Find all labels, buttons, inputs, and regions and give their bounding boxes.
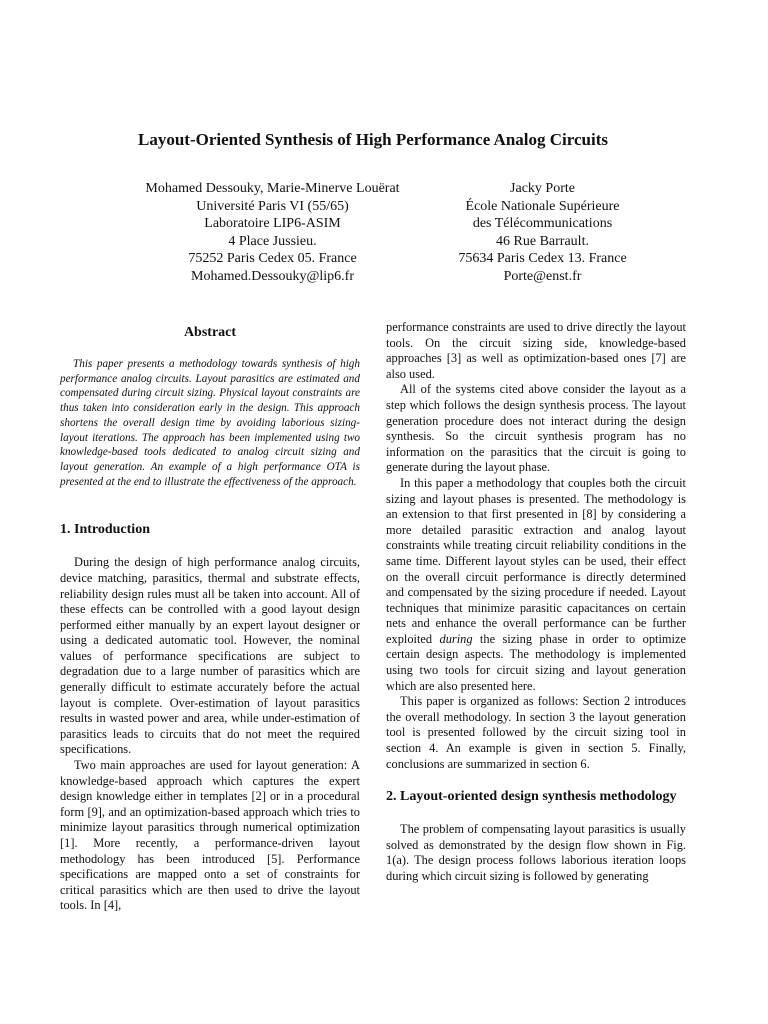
author-city: 75252 Paris Cedex 05. France [188, 251, 357, 267]
author-university: Université Paris VI (55/65) [196, 198, 349, 214]
intro-paragraph-3: All of the systems cited above consider the layout as a step which follows the design synthesis process. The layout generation procedure does not interact during the design synthesis. So the circuit synthesis program has no information on the parasitics that the circuit is going to generate during the layout phase. [386, 382, 686, 475]
section-heading-methodology: 2. Layout-oriented design synthesis methodology [386, 789, 677, 805]
author-school-line2: des Télécommunications [472, 216, 613, 232]
section-heading-introduction: 1. Introduction [60, 522, 150, 538]
author-names: Mohamed Dessouky, Marie-Minerve Louërat [145, 181, 400, 196]
intro-paragraph-2: Two main approaches are used for layout generation: A knowledge-based approach which captures the expert design knowledge either in templates [2] or in a procedural form [9], and an optimization-based approach which tries to minimize layout parasitics through numerical optimization [1]. More recently, a performance-driven layout methodology has been introduced [5]. Performance specifications are mapped onto a set of constraints for critical parasitics which are then used to drive the layout tools. In [4], [60, 758, 360, 913]
author-email: Porte@enst.fr [503, 268, 582, 284]
author-street: 46 Rue Barrault. [496, 233, 589, 249]
paper-title: Layout-Oriented Synthesis of High Performance Analog Circuits [138, 130, 608, 149]
author-lab: Laboratoire LIP6-ASIM [204, 216, 341, 232]
author-school: École Nationale Supérieure [465, 198, 620, 214]
intro-paragraph-2-continued: performance constraints are used to drive directly the layout tools. On the circuit sizing side, knowledge-based approaches [3] as well as optimization-based ones [7] are also used. [386, 320, 686, 381]
abstract-heading: Abstract [183, 325, 237, 340]
author-block-left [100, 180, 445, 286]
emphasis-during: during [439, 631, 473, 646]
intro-paragraph-5: This paper is organized as follows: Section 2 introduces the overall methodology. In section 3 the layout generation tool is presented followed by the circuit sizing tool in section 4. An example is given in section 5. Finally, conclusions are summarized in section 6. [386, 694, 686, 771]
right-column [386, 320, 686, 885]
abstract-text: This paper presents a methodology towards synthesis of high performance analog circuits. Layout parasitics are estimated and compensated during circuit sizing. Physical layout constraints are thus taken into consideration early in the design. This approach shortens the overall design time by avoiding laborious sizing-layout iterations. The approach has been implemented using two knowledge-based tools dedicated to analog circuit sizing and layout generation. An example of a high performance OTA is presented at the end to illustrate the effectiveness of the approach. [60, 358, 360, 488]
author-city: 75634 Paris Cedex 13. France [458, 251, 627, 267]
methodology-paragraph-1: The problem of compensating layout parasitics is usually solved as demonstrated by the design flow shown in Fig. 1(a). The design process follows laborious iteration loops during which circuit sizing is followed by generating [386, 822, 686, 883]
intro-paragraph-4 [386, 476, 686, 694]
left-column [60, 320, 360, 914]
intro-paragraph-4-part-a: In this paper a methodology that couples both the circuit sizing and layout phases is presented. The methodology is an extension to that first presented in [8] by considering a more detailed parasitic extraction and analog layout constraints while treating circuit reliability conditions in the same time. Different layout styles can be used, their effect on the overall circuit performance is directly determined and compensated by the sizing procedure if needed. Layout techniques that minimize parasitic capacitances on certain nets and enhance the overall performance can be further exploited [386, 475, 686, 646]
author-street: 4 Place Jussieu. [228, 233, 317, 249]
author-names: Jacky Porte [510, 181, 575, 196]
author-email: Mohamed.Dessouky@lip6.fr [191, 268, 354, 284]
author-block-right [410, 180, 675, 286]
intro-paragraph-1: During the design of high performance analog circuits, device matching, parasitics, thermal and substrate effects, reliability design rules must all be taken into account. All of these effects can be controlled with a good layout design performed either manually by an expert layout designer or using a dedicated automatic tool. However, the nominal values of performance specifications are subject to degradation due to a large number of parasitics which are generally difficult to estimate accurately before the actual layout is complete. Over-estimation of layout parasitics results in wasted power and area, while under-estimation of parasitics leads to circuits that do not meet the required specifications. [60, 555, 360, 757]
intro-paragraph-4-part-b: the sizing phase in order to optimize certain design aspects. The methodology is implemented using two tools for circuit sizing and layout generation which are also presented here. [386, 631, 686, 693]
